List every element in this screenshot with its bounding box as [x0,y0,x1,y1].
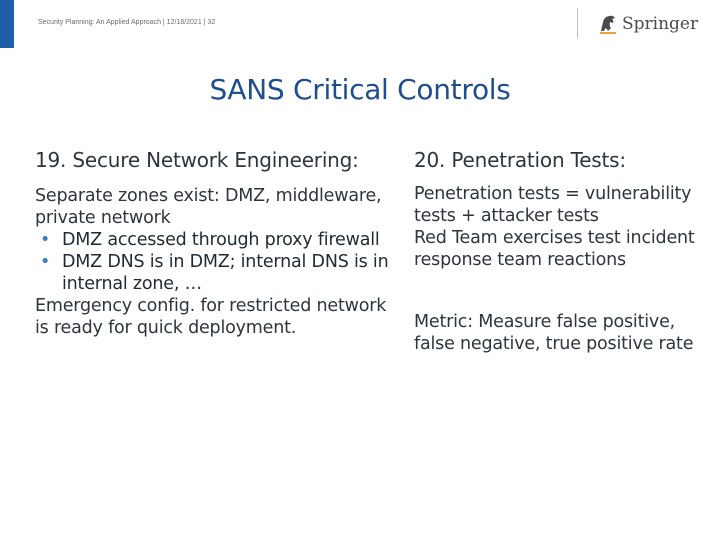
left-outro: Emergency config. for restricted network is ready for quick deployment. [35,296,387,338]
right-para-3: Metric: Measure false positive, false negative, true positive rate [414,312,694,354]
left-bullet-list [35,229,405,295]
bullet-dot-icon: • [40,252,51,272]
springer-horse-icon [598,13,618,35]
bullet-dot-icon: • [40,230,51,250]
springer-logo [598,11,698,37]
bullet-text: DMZ DNS is in DMZ; internal DNS is in internal zone, … [62,252,389,294]
left-heading: 19. Secure Network Engineering: [35,148,359,172]
right-heading: 20. Penetration Tests: [414,148,626,172]
header-divider [577,8,578,38]
bullet-item [35,251,405,295]
right-para-2: Red Team exercises test incident response team reactions [414,228,695,270]
bullet-text: DMZ accessed through proxy firewall [62,230,380,250]
left-column [35,150,405,339]
header-footer-text: Security Planning: An Applied Approach | 12/18/2021 | 32 [38,19,216,26]
left-accent-bar [0,0,14,48]
right-column [414,150,714,355]
springer-logo-text: Springer [622,14,699,34]
left-intro: Separate zones exist: DMZ, middleware, private network [35,186,382,228]
slide-title: SANS Critical Controls [209,73,511,106]
bullet-item [35,229,405,251]
right-para-1: Penetration tests = vulnerability tests + attacker tests [414,184,692,226]
